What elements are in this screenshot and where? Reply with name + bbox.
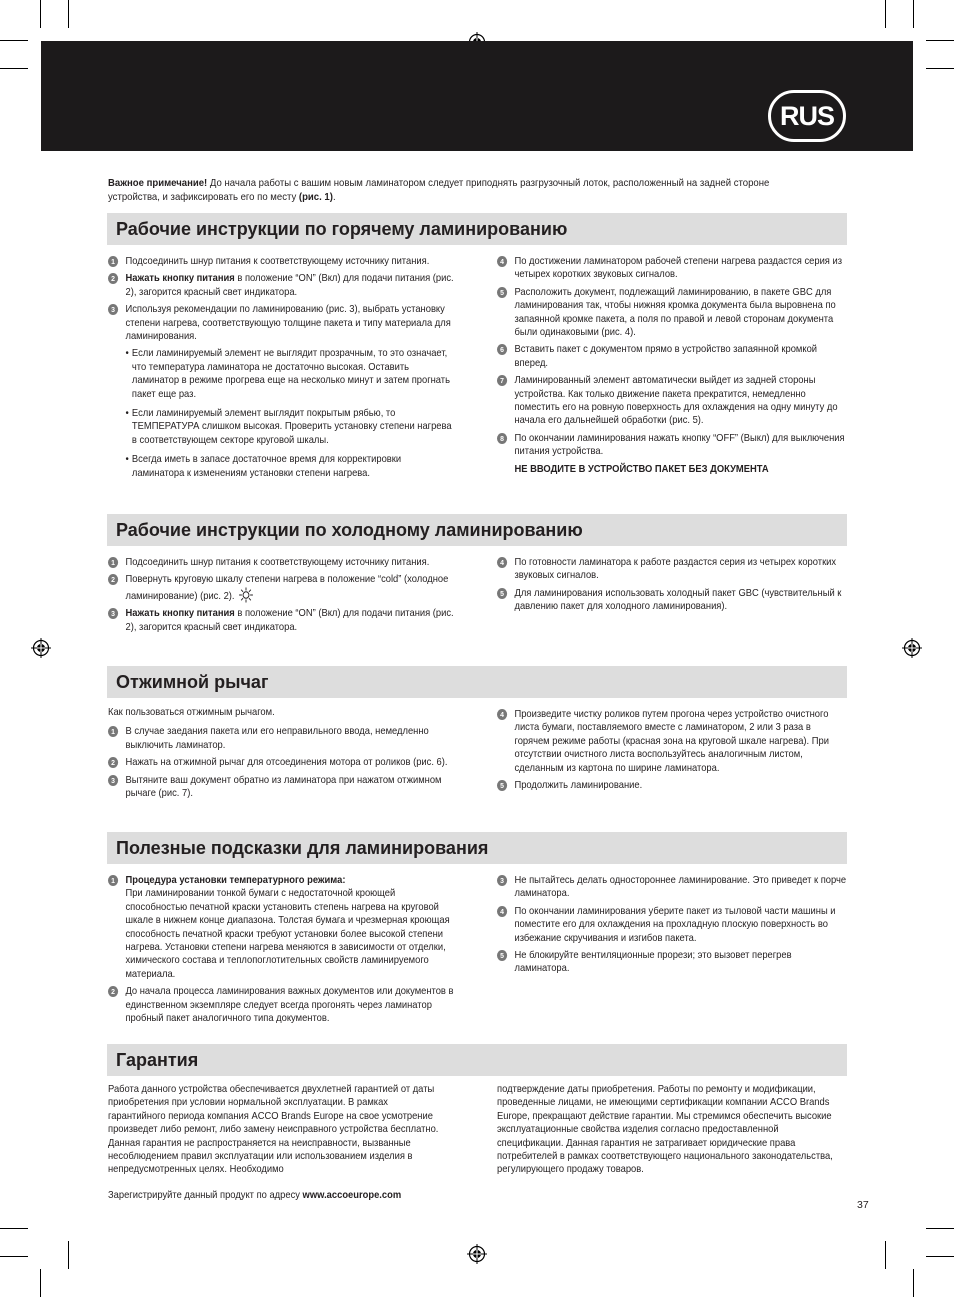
warranty-right-text: подтверждение даты приобретения. Работы по ремонту и модификации, проведенные лицами, не имеющими сертификации компании ACCO Brands Europe, прекращают действие гарантии. Мы стремимся обеспечить высокие эксплуатационные свойства изделия согласно предоставленной спецификации. Данная гарантия не затрагивает юридические права потребителей в рамках соответствующего национального законодательства, регулирующего продажу товаров. [497, 1084, 833, 1176]
step-text: По окончании ламинирования уберите пакет из тыловой части машины и поместите его для охлаждения на прохладную плоскую поверхность во избежание скручивания и изгибов пакета. [514, 905, 836, 944]
step-number: 1 [108, 726, 118, 737]
step-number: 4 [497, 557, 507, 568]
hot-right-column [497, 255, 847, 476]
step-text: Повернуть круговую шкалу степени нагрева в положение “cold” (холодное ламинирование) (рис. 2). [125, 574, 449, 602]
step-number: 4 [497, 906, 507, 917]
lever-left-column [108, 706, 456, 804]
step-number: 1 [108, 557, 118, 568]
list-item [108, 255, 456, 268]
list-item [497, 874, 847, 901]
snowflake-sun-icon [238, 587, 253, 603]
section-title: Отжимной рычаг [116, 672, 269, 692]
step-number: 7 [497, 375, 507, 386]
step-text: Не пытайтесь делать одностороннее ламинирование. Это приведет к порче ламинатора. [514, 875, 847, 900]
crop-mark [0, 68, 28, 69]
step-text: Подсоединить шнур питания к соответствующему источнику питания. [125, 557, 430, 568]
important-note [108, 177, 789, 204]
step-text: По достижении ламинатором рабочей степени нагрева раздастся серия из четырех коротких звуковых сигналов. [514, 256, 843, 281]
lever-intro: Как пользоваться отжимным рычагом. [108, 707, 275, 718]
note-lead: Важное примечание! [108, 178, 208, 189]
list-item [108, 272, 456, 299]
list-item [497, 949, 847, 976]
register-link[interactable]: www.accoeurope.com [302, 1190, 402, 1201]
registration-mark-icon [902, 638, 922, 658]
warranty-left-text: Работа данного устройства обеспечивается двухлетней гарантией от даты приобретения при условии нормальной эксплуатации. В рамках гарантийного периода компания ACCO Brands Europe на свое усмотрение произведет либо ремонт, либо замену неисправного устройства бесплатно. Данная гарантия не распространяется на неисправности, вызванные несоблюдением правил эксплуатации или использованием изделия в непредусмотренных целях. Необходимо [108, 1084, 439, 1176]
crop-mark [0, 40, 28, 41]
step-number: 4 [497, 709, 507, 720]
step-text: Используя рекомендации по ламинированию (рис. 3), выбрать установку степени нагрева, соответствующую толщине пакета и типу материала для ламинирования. [125, 304, 451, 343]
section-hot-lamination [107, 213, 847, 245]
list-item [108, 556, 456, 569]
list-item [108, 725, 456, 752]
step-number: 2 [108, 757, 118, 768]
crop-mark [926, 40, 954, 41]
step-number: 5 [497, 780, 507, 791]
list-item [497, 343, 847, 370]
register-text: Зарегистрируйте данный продукт по адресу [108, 1190, 303, 1201]
step-text: Вытяните ваш документ обратно из ламинатора при нажатом отжимном рычаге (рис. 7). [125, 774, 442, 800]
list-item [497, 779, 847, 792]
step-bold: Нажать кнопку питания [125, 273, 235, 285]
page-number: 37 [857, 1199, 869, 1211]
step-number: 3 [108, 304, 118, 315]
language-badge: RUS [768, 90, 846, 142]
note-end: . [332, 191, 336, 203]
section-title: Гарантия [116, 1050, 199, 1070]
step-text: Подсоединить шнур питания к соответствующему источнику питания. [125, 256, 430, 267]
step-number: 4 [497, 256, 507, 267]
step-text: в положение “ON” (Вкл) для подачи питания (рис. 2), загорится красный свет индикатора. [125, 608, 454, 633]
hot-left-column [108, 255, 456, 486]
crop-mark [885, 1241, 886, 1269]
step-number: 5 [497, 588, 507, 599]
step-text: В случае заедания пакета или его неправильного ввода, немедленно выключить ламинатор. [125, 726, 429, 751]
crop-mark [913, 1269, 914, 1297]
section-release-lever [107, 666, 847, 698]
step-text: При ламинировании тонкой бумаги с недостаточной кроющей способностью печатной краски установить степень нагрева на круговой шкале в нижнем конце диапазона. Толстая бумага и чрезмерная кроющая способность печатной краски требуют установки более высокой степени нагрева. Установки степени нагрева меняются в зависимости от отделки, химического состава и теплопоглотительных свойств ламинируемого материала. [125, 888, 450, 980]
step-number: 2 [108, 986, 118, 997]
list-item [108, 874, 456, 981]
list-item [497, 556, 847, 583]
step-number: 3 [108, 608, 118, 619]
note-ref: (рис. 1) [298, 191, 333, 203]
lever-right-column [497, 708, 847, 796]
list-item [108, 774, 456, 801]
bullet-item: • Если ламинируемый элемент не выглядит прозрачным, то это означает, что температура ламинатора не достаточно высокая. Оставить ламинатор в режиме прогрева еще на несколько минут и затем прогнать пакет еще раз. [108, 347, 456, 401]
list-item [108, 573, 456, 603]
crop-mark [68, 1241, 69, 1269]
section-useful-tips [107, 832, 847, 864]
list-item [497, 708, 847, 775]
crop-mark [885, 0, 886, 28]
step-number: 1 [108, 875, 118, 886]
step-text: Продолжить ламинирование. [514, 780, 643, 792]
crop-mark [913, 0, 914, 28]
crop-mark [0, 1228, 28, 1229]
bullet-item: • Всегда иметь в запасе достаточное время для корректировки ламинатора к изменениям установки степени нагрева. [108, 453, 456, 480]
step-number: 2 [108, 273, 118, 284]
registration-mark-icon [31, 638, 51, 658]
step-text: Не блокируйте вентиляционные прорези; это вызовет перегрев ламинатора. [514, 950, 792, 975]
step-number: 2 [108, 574, 118, 585]
list-item [497, 432, 847, 459]
list-item [108, 756, 456, 769]
list-item [108, 985, 456, 1025]
step-text: Ламинированный элемент автоматически выйдет из задней стороны устройства. Как только движение пакета прекратится, немедленно поместить его на ровную поверхность для охлаждения на одну минуту до начала его дальнейшей обработки (рис. 5). [514, 375, 838, 427]
list-item [497, 255, 847, 282]
step-number: 5 [497, 950, 507, 961]
step-text: Расположить документ, подлежащий ламинированию, в пакете GBC для ламинирования так, чтобы нижняя кромка документа была выровнена по запаянной кромке пакета, а поля по правой и левой сторонам документа были одинаковыми (рис. 4). [514, 286, 836, 339]
step-text: По готовности ламинатора к работе раздастся серия из четырех коротких звуковых сигналов. [514, 557, 837, 582]
step-number: 3 [108, 775, 118, 786]
list-item [108, 303, 456, 343]
cold-left-column [108, 556, 456, 638]
list-item [497, 286, 847, 340]
section-title: Полезные подсказки для ламинирования [116, 838, 489, 858]
step-bold: Процедура установки температурного режима: [125, 875, 346, 886]
warning-text: НЕ ВВОДИТЕ В УСТРОЙСТВО ПАКЕТ БЕЗ ДОКУМЕНТА [514, 463, 769, 475]
crop-mark [68, 0, 69, 28]
step-number: 8 [497, 433, 507, 444]
crop-mark [926, 1228, 954, 1229]
note-text: До начала работы с вашим новым ламинатором следует приподнять разгрузочный лоток, расположенный на задней стороне устройства, и зафиксировать его по месту [108, 178, 770, 203]
list-item [497, 905, 847, 945]
tips-right-column [497, 874, 847, 980]
step-number: 5 [497, 287, 507, 298]
crop-mark [0, 1256, 28, 1257]
step-text: Нажать на отжимной рычаг для отсоединения мотора от роликов (рис. 6). [125, 757, 448, 769]
list-item [497, 587, 847, 614]
step-number: 3 [497, 875, 507, 886]
bullet-item: • Если ламинируемый элемент выглядит покрытым рябью, то ТЕМПЕРАТУРА слишком высокая. Проверить установку степени нагрева в соответствующем секторе круговой шкалы. [108, 407, 456, 447]
cold-right-column [497, 556, 847, 618]
section-cold-lamination [107, 514, 847, 546]
step-number: 1 [108, 256, 118, 267]
crop-mark [926, 1256, 954, 1257]
section-warranty [107, 1044, 847, 1076]
registration-mark-icon [467, 1244, 487, 1264]
crop-mark [40, 0, 41, 28]
tips-left-column [108, 874, 456, 1029]
section-title: Рабочие инструкции по холодному ламинированию [116, 520, 583, 540]
list-item [497, 374, 847, 428]
step-text: Для ламинирования использовать холодный пакет GBC (чувствительный к давлению пакет для холодного ламинирования). [514, 587, 842, 613]
list-item [108, 607, 456, 634]
step-bold: Нажать кнопку питания [125, 608, 235, 620]
step-text: До начала процесса ламинирования важных документов или документов в единственном экземпляре следует всегда прогонять через ламинатор пробный пакет аналогичного типа документов. [125, 986, 454, 1025]
step-number: 6 [497, 344, 507, 355]
register-line [108, 1189, 476, 1202]
step-text: По окончании ламинирования нажать кнопку “OFF” (Выкл) для выключения питания устройства. [514, 432, 845, 458]
crop-mark [40, 1269, 41, 1297]
step-text: в положение “ON” (Вкл) для подачи питания (рис. 2), загорится красный свет индикатора. [125, 273, 454, 298]
step-text: Вставить пакет с документом прямо в устройство запаянной кромкой вперед. [514, 344, 818, 369]
step-text: Произведите чистку роликов путем прогона через устройство очистного листа бумаги, поставляемого вместе с ламинатором, 2 или 3 раза в горячем режиме работы (красная зона на круговой шкале нагрева). При отсутствии очистного листа воспользуйтесь аналогичным листом, сделанным из картона по ширине ламинатора. [514, 709, 829, 774]
crop-mark [926, 68, 954, 69]
section-title: Рабочие инструкции по горячему ламинированию [116, 219, 568, 239]
